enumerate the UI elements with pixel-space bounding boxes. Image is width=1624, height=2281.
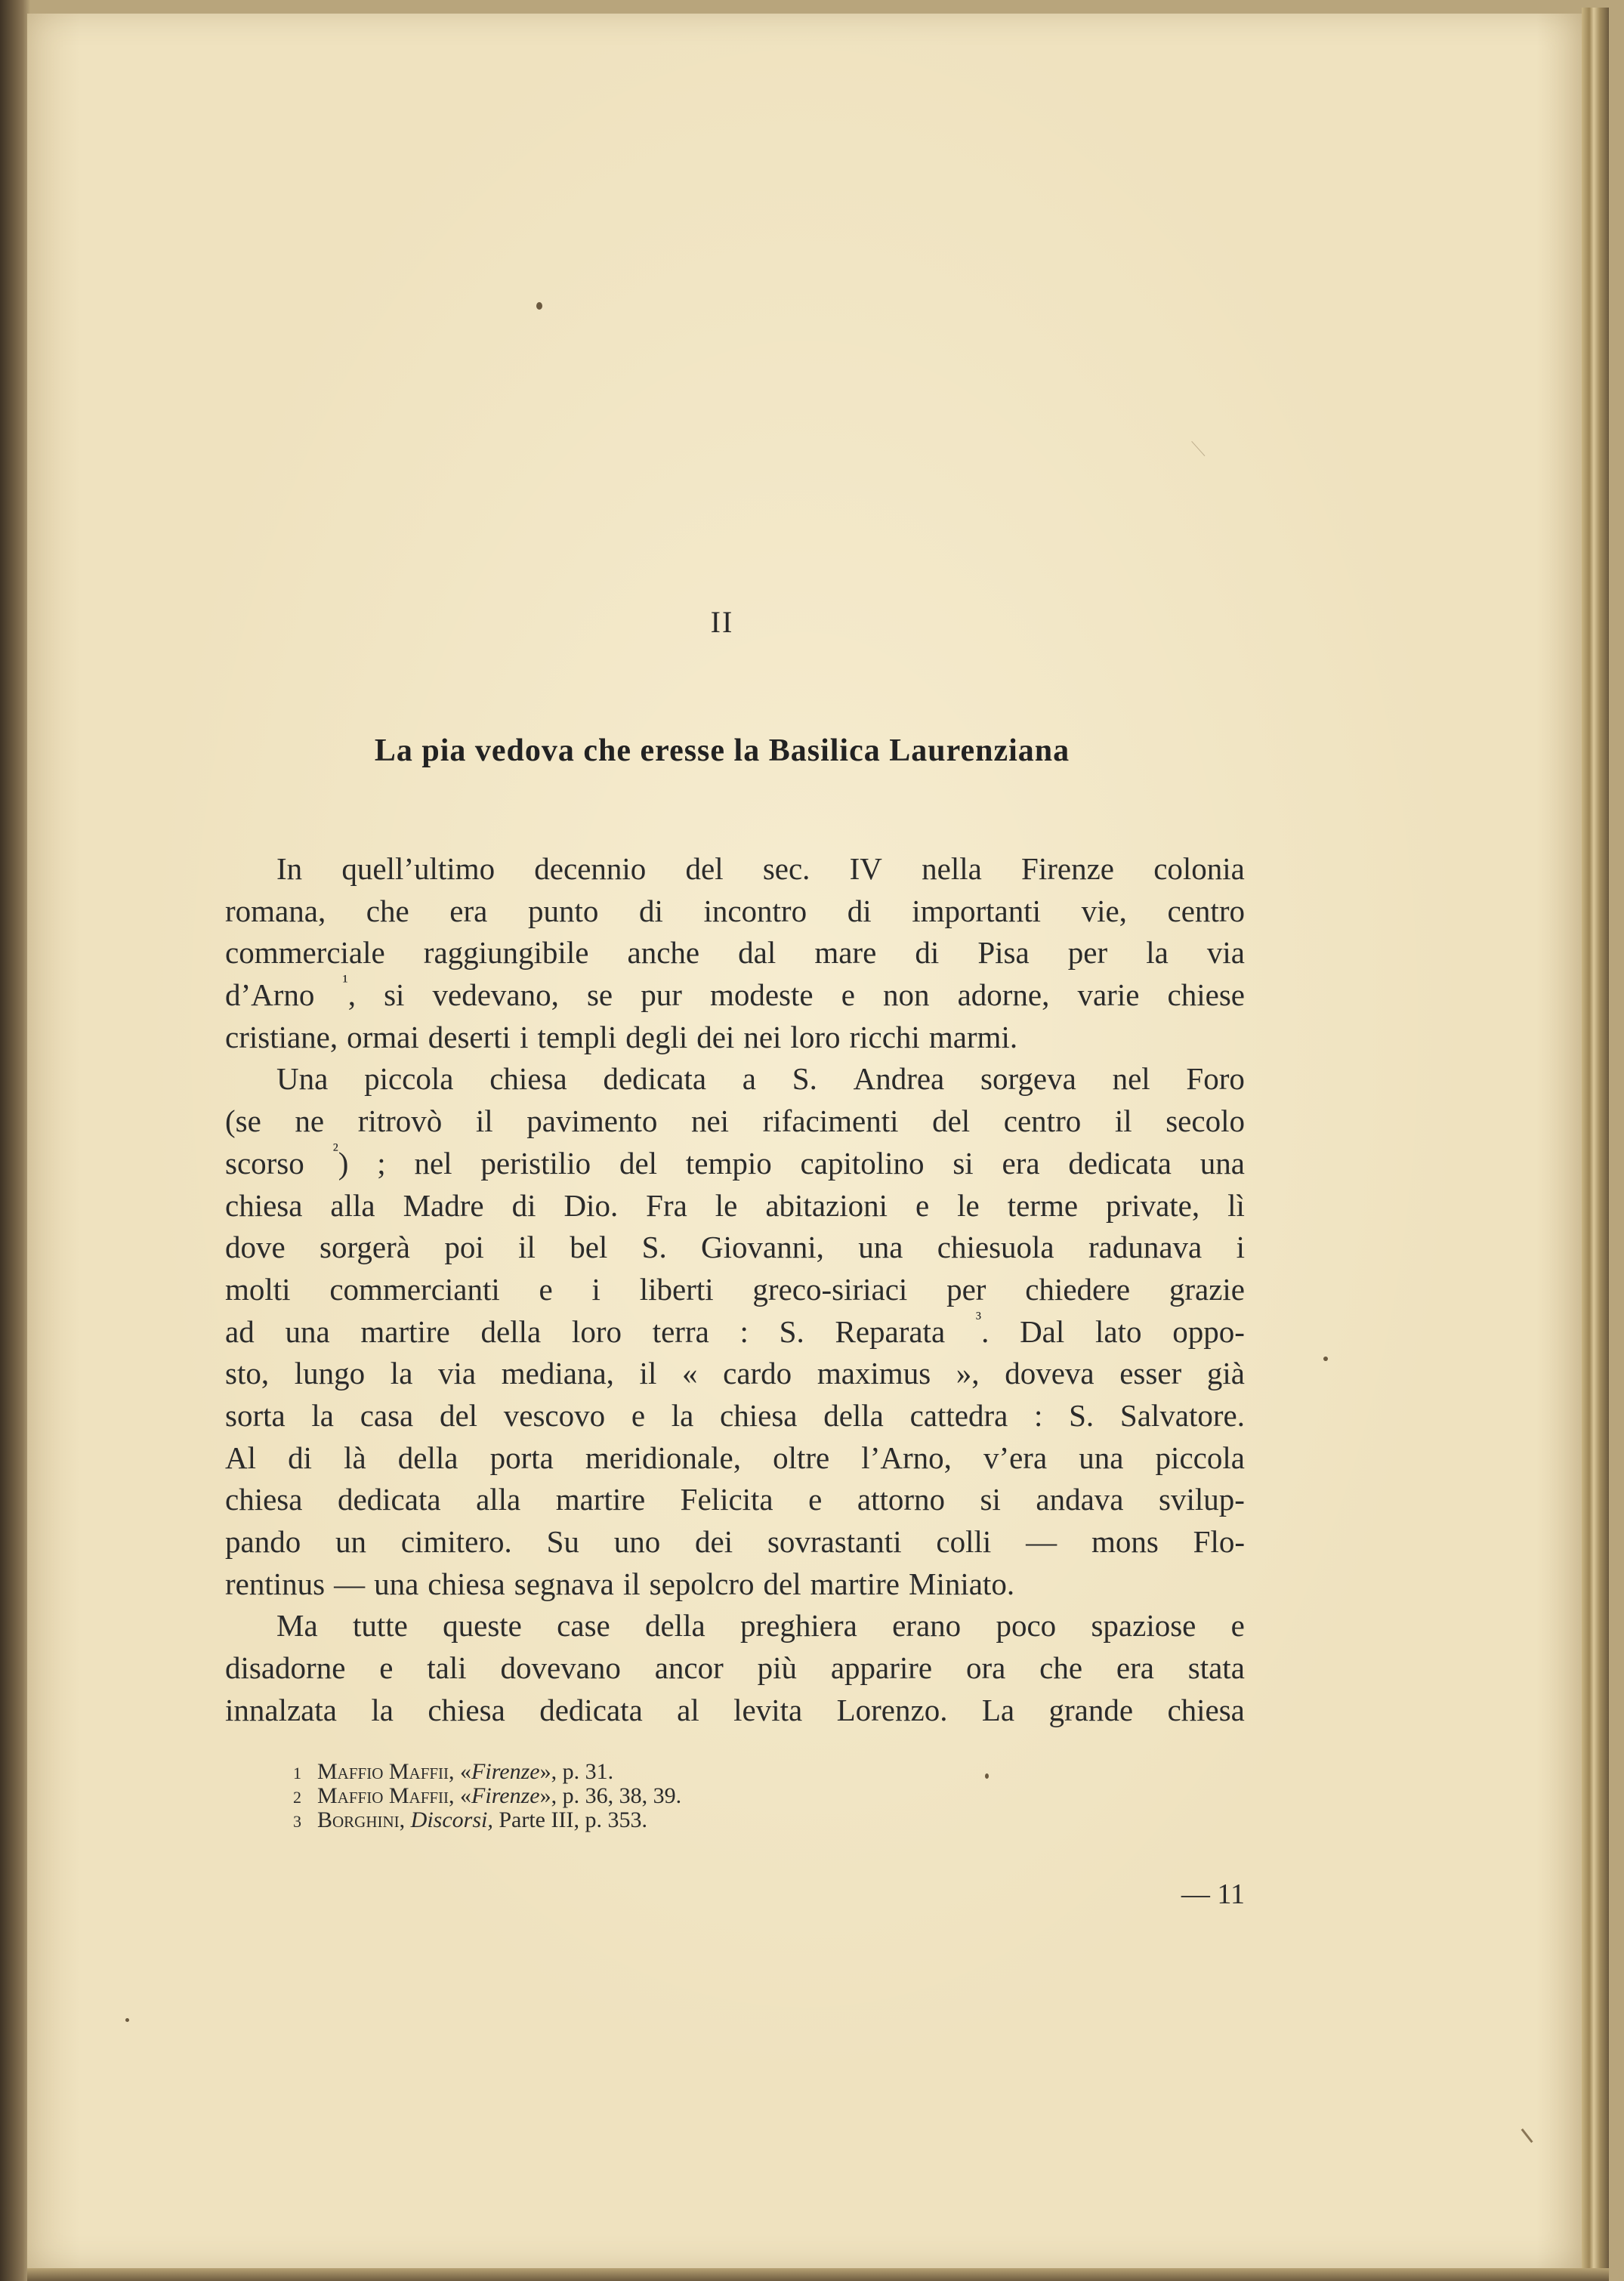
footnotes: [293, 1760, 681, 1832]
word: i: [520, 1019, 529, 1054]
footnote-author: Maffio Maffii,: [317, 1759, 455, 1784]
word: cimitero.: [400, 1524, 512, 1559]
paper-scratch: [1191, 441, 1205, 456]
word: la: [390, 1356, 413, 1391]
word: In: [276, 851, 303, 886]
word: ad: [225, 1313, 255, 1349]
word: oppo-: [1172, 1313, 1245, 1349]
word: chiesa: [428, 1566, 505, 1601]
word: a: [742, 1061, 756, 1097]
word: chiesa: [428, 1692, 505, 1727]
word: più: [757, 1650, 797, 1686]
word: le: [957, 1187, 980, 1223]
word: una: [374, 1566, 419, 1601]
word: ricchi: [849, 1019, 920, 1054]
text-line: [225, 1308, 1245, 1353]
word: rifacimenti: [762, 1103, 899, 1139]
text-line: [225, 1521, 1245, 1563]
word: e: [1230, 1608, 1245, 1644]
word: ;: [377, 1145, 386, 1181]
word: casa: [360, 1397, 414, 1433]
word: (se: [225, 1103, 261, 1139]
word: case: [557, 1608, 610, 1644]
text-line: [225, 1395, 1245, 1437]
word: terra: [652, 1313, 709, 1349]
word: chiesa: [1167, 1692, 1245, 1727]
word: del: [685, 851, 724, 886]
word: $^{^2}$): [332, 1140, 349, 1181]
word: sec.: [762, 851, 810, 886]
word: deserti: [428, 1019, 511, 1054]
word: il: [475, 1103, 493, 1139]
word: chiesa: [720, 1397, 798, 1433]
word: capitolino: [800, 1145, 925, 1181]
word: martire: [360, 1313, 450, 1349]
word: v’era: [983, 1440, 1048, 1475]
word: stata: [1187, 1650, 1245, 1686]
word: dedicata: [337, 1482, 441, 1517]
text-line: [225, 974, 1245, 1017]
word: S.: [792, 1061, 817, 1097]
word: pando: [225, 1524, 301, 1559]
word: una: [1079, 1440, 1124, 1475]
word: incontro: [703, 893, 807, 928]
word: per: [1067, 935, 1108, 971]
footnote-work: Discorsi,: [410, 1807, 493, 1832]
word: mediana,: [501, 1356, 614, 1391]
text-line: [225, 1647, 1245, 1690]
word: adorne,: [957, 977, 1050, 1013]
footnote-pages: p. 36, 38, 39.: [562, 1783, 682, 1808]
word: :: [739, 1313, 749, 1349]
word: vie,: [1081, 893, 1127, 928]
word: il: [622, 1566, 641, 1601]
word: erano: [892, 1608, 962, 1644]
word: piccola: [1155, 1440, 1245, 1475]
word: colli: [936, 1524, 992, 1559]
word: Foro: [1186, 1061, 1245, 1097]
word: Al: [225, 1440, 256, 1475]
word: la: [311, 1397, 334, 1433]
word: sorta: [225, 1397, 286, 1433]
word: della: [480, 1313, 542, 1349]
word: anche: [627, 935, 700, 971]
text-line: [225, 1100, 1245, 1143]
word: innalzata: [225, 1692, 337, 1727]
body-text: [225, 848, 1245, 1731]
word: piccola: [364, 1061, 454, 1097]
word: Giovanni,: [701, 1230, 824, 1265]
word: greco-siriaci: [752, 1271, 908, 1307]
word: di: [638, 893, 663, 928]
word: il: [518, 1230, 536, 1265]
word: la: [671, 1397, 694, 1433]
word: grande: [1048, 1692, 1134, 1727]
footnote-quote-close: »,: [539, 1759, 557, 1784]
footnote-work: Firenze: [471, 1783, 540, 1808]
word: Flo-: [1193, 1524, 1245, 1559]
footnote-pages: Parte III, p. 353.: [499, 1807, 647, 1832]
word: «: [681, 1356, 698, 1391]
word: S.: [641, 1230, 667, 1265]
word: mare: [814, 935, 877, 971]
word: chiese: [1167, 977, 1245, 1013]
word: levita: [733, 1692, 803, 1727]
text-line: [225, 1563, 1245, 1606]
word: templi: [537, 1019, 617, 1054]
word: Felicita: [680, 1482, 773, 1517]
word: chiesuola: [937, 1230, 1054, 1265]
word: $^{^1}$,: [342, 972, 356, 1013]
word: peristilio: [480, 1145, 591, 1181]
word: via: [1206, 935, 1245, 971]
word: della: [397, 1440, 458, 1475]
word: dei: [696, 1019, 735, 1054]
word: molti: [225, 1271, 291, 1307]
word: poi: [444, 1230, 484, 1265]
text-line: [225, 890, 1245, 933]
word: meridionale,: [585, 1440, 741, 1475]
word: Pisa: [977, 935, 1030, 971]
word: decennio: [534, 851, 647, 886]
word: commerciale: [225, 935, 385, 971]
word: sepolcro: [649, 1566, 755, 1601]
word: era: [1002, 1145, 1040, 1181]
word: d’Arno: [225, 977, 315, 1013]
footnote-number: 3: [293, 1812, 301, 1831]
word: modeste: [709, 977, 814, 1013]
word: marmi.: [928, 1019, 1018, 1054]
word: liberti: [639, 1271, 714, 1307]
word: di: [511, 1187, 536, 1223]
word: private,: [1106, 1187, 1200, 1223]
text-line: [225, 1227, 1245, 1269]
word: segnava: [514, 1566, 614, 1601]
word: punto: [527, 893, 599, 928]
paper-speck: [125, 2018, 129, 2022]
word: i: [591, 1271, 601, 1307]
word: rentinus: [225, 1566, 326, 1601]
word: colonia: [1153, 851, 1245, 886]
word: del: [439, 1397, 478, 1433]
word: Lorenzo.: [836, 1692, 948, 1727]
word: :: [1034, 1397, 1043, 1433]
word: chiedere: [1025, 1271, 1131, 1307]
word: nel: [1112, 1061, 1150, 1097]
footnote-quote-open: «: [460, 1783, 472, 1808]
book-page: [27, 14, 1582, 2268]
word: martire: [555, 1482, 646, 1517]
word: Una: [276, 1061, 329, 1097]
footnote-quote-open: «: [460, 1759, 472, 1784]
word: che: [1039, 1650, 1083, 1686]
text-line: [225, 1479, 1245, 1521]
word: poco: [996, 1608, 1057, 1644]
word: sorgeva: [980, 1061, 1076, 1097]
word: non: [882, 977, 930, 1013]
text-line: [225, 1605, 1245, 1647]
word: apparire: [830, 1650, 933, 1686]
paper-speck: [985, 1773, 989, 1779]
word: e: [808, 1482, 823, 1517]
word: Su: [546, 1524, 579, 1559]
word: dedicata: [603, 1061, 707, 1097]
word: cattedra: [909, 1397, 1008, 1433]
text-line: [225, 1185, 1245, 1227]
word: si: [384, 977, 405, 1013]
word: al: [677, 1692, 699, 1727]
word: dedicata: [539, 1692, 643, 1727]
page-stack-edge: [1582, 8, 1609, 2270]
word: una: [1199, 1145, 1245, 1181]
word: se: [586, 977, 613, 1013]
footnote-number: 1: [293, 1764, 301, 1783]
word: e: [841, 977, 855, 1013]
word: una: [285, 1313, 330, 1349]
word: e: [539, 1271, 553, 1307]
word: dei: [695, 1524, 733, 1559]
word: Ma: [276, 1608, 318, 1644]
word: del: [932, 1103, 971, 1139]
word: già: [1206, 1356, 1245, 1391]
word: sorgerà: [320, 1230, 410, 1265]
word: lato: [1095, 1313, 1142, 1349]
word: e: [379, 1650, 394, 1686]
word: importanti: [912, 893, 1041, 928]
word: si: [980, 1482, 1001, 1517]
word: bel: [570, 1230, 608, 1265]
word: uno: [613, 1524, 661, 1559]
word: andava: [1036, 1482, 1124, 1517]
word: là: [344, 1440, 366, 1475]
word: dovevano: [500, 1650, 621, 1686]
word: una: [858, 1230, 903, 1265]
word: tali: [427, 1650, 467, 1686]
word: le: [715, 1187, 738, 1223]
word: ormai: [347, 1019, 419, 1054]
word: della: [823, 1397, 884, 1433]
word: la: [1146, 935, 1169, 971]
word: cristiane,: [225, 1019, 338, 1054]
word: l’Arno,: [861, 1440, 952, 1475]
word: il: [1114, 1103, 1132, 1139]
word: dove: [225, 1230, 286, 1265]
text-line: [225, 1437, 1245, 1480]
word: che: [366, 893, 409, 928]
word: di: [847, 893, 872, 928]
word: Dal: [1020, 1313, 1065, 1349]
word: era: [1116, 1650, 1154, 1686]
word: degli: [625, 1019, 688, 1054]
word: »,: [956, 1356, 980, 1391]
word: loro: [571, 1313, 622, 1349]
word: mons: [1091, 1524, 1159, 1559]
word: la: [371, 1692, 394, 1727]
word: sto,: [225, 1356, 270, 1391]
word: e: [631, 1397, 646, 1433]
word: porta: [489, 1440, 554, 1475]
footnote: [293, 1784, 681, 1808]
word: lungo: [294, 1356, 366, 1391]
word: queste: [443, 1608, 522, 1644]
word: chiesa: [489, 1061, 567, 1097]
word: scorso: [225, 1145, 304, 1181]
word: La: [981, 1692, 1015, 1727]
word: romana,: [225, 893, 326, 928]
word: terme: [1007, 1187, 1079, 1223]
word: preghiera: [740, 1608, 857, 1644]
word: alla: [476, 1482, 521, 1517]
footnote-quote-close: »,: [539, 1783, 557, 1808]
word: della: [645, 1608, 705, 1644]
word: Dio.: [563, 1187, 619, 1223]
word: cardo: [723, 1356, 792, 1391]
word: Madre: [403, 1187, 484, 1223]
word: un: [335, 1524, 367, 1559]
word: dal: [738, 935, 776, 971]
word: $^{^3}$.: [975, 1308, 990, 1349]
footnote-pages: p. 31.: [562, 1759, 614, 1784]
text-line: [225, 1353, 1245, 1395]
word: nella: [922, 851, 982, 886]
page-bottom-edge: [27, 2268, 1609, 2281]
word: nei: [743, 1019, 782, 1054]
word: nel: [414, 1145, 452, 1181]
word: raggiungibile: [423, 935, 589, 971]
word: IV: [849, 851, 882, 886]
paper-speck: [536, 302, 542, 310]
word: Reparata: [835, 1313, 946, 1349]
word: grazie: [1169, 1271, 1245, 1307]
word: dedicata: [1068, 1145, 1172, 1181]
word: vedevano,: [432, 977, 559, 1013]
word: ne: [295, 1103, 325, 1139]
word: —: [334, 1566, 366, 1601]
word: ritrovò: [357, 1103, 443, 1139]
word: spaziose: [1091, 1608, 1196, 1644]
footnote-work: Firenze: [471, 1759, 540, 1784]
word: Andrea: [853, 1061, 945, 1097]
word: chiesa: [225, 1482, 303, 1517]
word: pur: [641, 977, 682, 1013]
word: Salvatore.: [1119, 1397, 1245, 1433]
word: nei: [690, 1103, 730, 1139]
word: chiesa: [225, 1187, 303, 1223]
word: centro: [1167, 893, 1245, 928]
word: Fra: [646, 1187, 687, 1223]
word: ancor: [654, 1650, 724, 1686]
word: —: [1026, 1524, 1057, 1559]
text-line: [225, 1058, 1245, 1100]
word: del: [763, 1566, 801, 1601]
footnote: [293, 1760, 681, 1784]
word: ora: [965, 1650, 1006, 1686]
word: centro: [1003, 1103, 1082, 1139]
text-line: [225, 848, 1245, 890]
word: e: [915, 1187, 930, 1223]
word: tempio: [685, 1145, 772, 1181]
word: i: [1236, 1230, 1245, 1265]
word: abitazioni: [765, 1187, 888, 1223]
word: Firenze: [1021, 851, 1114, 886]
word: esser: [1119, 1356, 1182, 1391]
word: secolo: [1166, 1103, 1245, 1139]
word: via: [438, 1356, 477, 1391]
word: lì: [1227, 1187, 1245, 1223]
text-line: [225, 932, 1245, 974]
paper-scratch: [1521, 2128, 1533, 2143]
word: del: [619, 1145, 658, 1181]
word: si: [952, 1145, 974, 1181]
word: quell’ultimo: [341, 851, 496, 886]
word: S.: [779, 1313, 804, 1349]
word: per: [946, 1271, 986, 1307]
text-line: [225, 1017, 1245, 1059]
page-number: — 11: [1181, 1878, 1245, 1910]
word: martire: [810, 1566, 900, 1601]
word: alla: [330, 1187, 375, 1223]
paper-speck: [1323, 1357, 1328, 1361]
word: S.: [1069, 1397, 1095, 1433]
word: doveva: [1005, 1356, 1095, 1391]
text-line: [225, 1690, 1245, 1732]
word: oltre: [773, 1440, 830, 1475]
word: era: [449, 893, 488, 928]
word: tutte: [352, 1608, 408, 1644]
word: radunava: [1088, 1230, 1203, 1265]
word: attorno: [857, 1482, 946, 1517]
word: vescovo: [503, 1397, 606, 1433]
word: di: [915, 935, 940, 971]
word: Miniato.: [909, 1566, 1015, 1601]
word: sovrastanti: [767, 1524, 902, 1559]
word: maximus: [817, 1356, 931, 1391]
word: varie: [1077, 977, 1140, 1013]
word: commercianti: [329, 1271, 500, 1307]
text-line: [225, 1269, 1245, 1311]
footnote-number: 2: [293, 1788, 301, 1807]
text-line: [225, 1140, 1245, 1185]
word: loro: [790, 1019, 841, 1054]
word: pavimento: [526, 1103, 658, 1139]
word: disadorne: [225, 1650, 346, 1686]
footnote-author: Borghini,: [317, 1807, 406, 1832]
footnote: [293, 1808, 681, 1832]
word: svilup-: [1159, 1482, 1245, 1517]
footnote-author: Maffio Maffii,: [317, 1783, 455, 1808]
chapter-title: La pia vedova che eresse la Basilica Laurenziana: [374, 733, 1070, 768]
word: di: [288, 1440, 312, 1475]
word: il: [639, 1356, 657, 1391]
chapter-number: II: [710, 605, 734, 639]
